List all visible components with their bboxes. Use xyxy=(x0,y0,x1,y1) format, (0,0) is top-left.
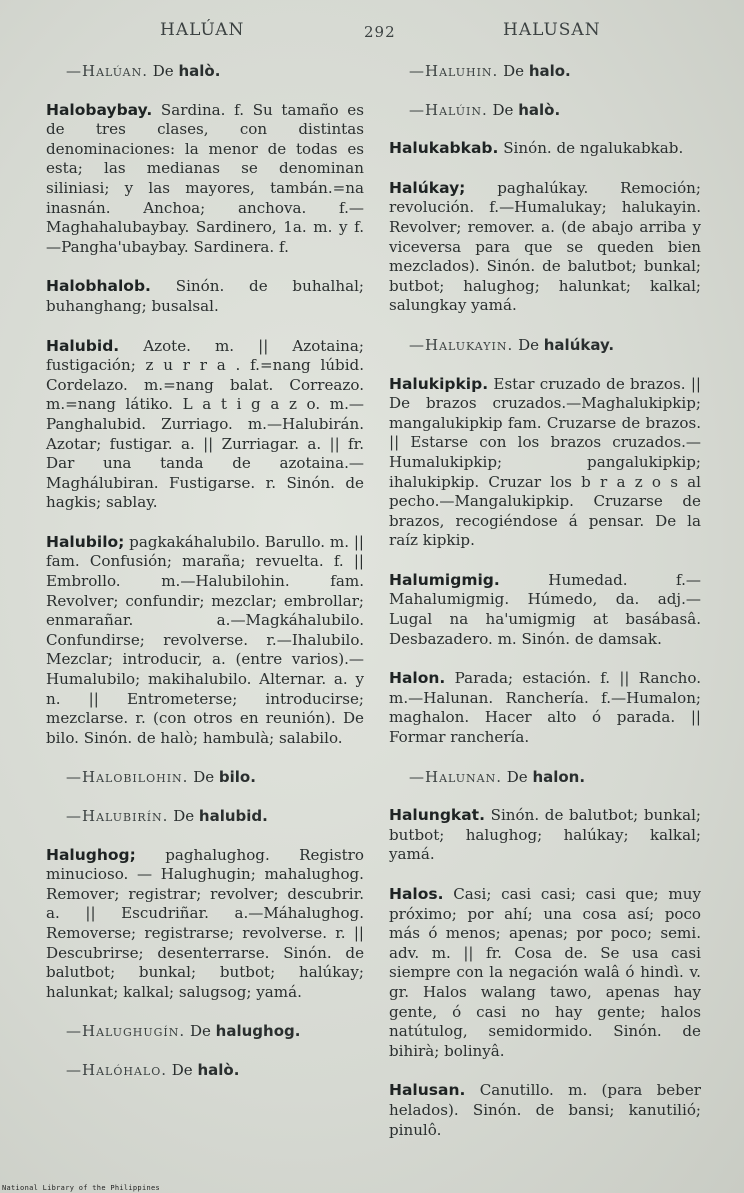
cross-reference xyxy=(389,101,701,121)
dictionary-entry xyxy=(46,277,364,316)
cross-reference xyxy=(46,62,364,82)
xref-text: De xyxy=(503,62,525,80)
headword: Halos. xyxy=(389,885,444,903)
definition: Sinón. de balutbot; bunkal; butbot; halughog; halúkay; kalkal; yamá. xyxy=(389,806,701,864)
dictionary-entry xyxy=(389,669,701,747)
xref-form: —Halunan. xyxy=(409,767,502,786)
xref-text: De xyxy=(189,1022,211,1041)
definition: Sardina. f. Su tamaño es de tres clases, con distintas denominaciones: la menor de todas es esta; las medianas se denominan siliniasi; y las mayores, tambán.=na inasnán. Anchoa; anchova. f.—Maghahalubaybay. Sardinero, 1a. m. y f.—Pangha'ubaybay. Sardinera. f. xyxy=(46,100,364,256)
xref-form: —Halubirín. xyxy=(66,807,169,825)
definition: paghalúkay. Remoción; revolución. f.—Humalukay; halukayin. Revolver; remover. a. (de abajo arriba y viceversa para que se queden bien mezclados). Sinón. de balutbot; bunkal; butbot; halughog; halunkat; kalkal; salungkay yamá. xyxy=(389,178,701,315)
right-column xyxy=(389,62,701,1160)
xref-text: De xyxy=(171,1060,193,1079)
definition: Sinón. de ngalukabkab. xyxy=(503,139,684,158)
xref-form: —Halúin. xyxy=(409,100,488,119)
xref-target: halo. xyxy=(528,62,571,80)
library-credit: National Library of the Philippines xyxy=(2,1184,161,1192)
cross-reference xyxy=(389,768,701,788)
xref-form: —Halughugín. xyxy=(66,1022,186,1041)
xref-text: De xyxy=(506,767,528,786)
headword: Halubilo; xyxy=(46,532,125,551)
dictionary-entry xyxy=(46,101,364,258)
running-head-left: HALÚAN xyxy=(160,20,245,40)
running-head-right: HALUSAN xyxy=(503,20,601,40)
definition: Humedad. f.—Mahalumigmig. Húmedo, da. adj.—Lugal na ha'umigmig at basábasâ. Desbazadero. m. Sinón. de damsak. xyxy=(389,570,701,648)
xref-target: halò. xyxy=(178,62,221,80)
dictionary-entry xyxy=(389,885,701,1061)
xref-target: halughog. xyxy=(215,1022,301,1041)
xref-target: halò. xyxy=(518,100,561,119)
xref-target: halúkay. xyxy=(543,335,615,354)
xref-target: halon. xyxy=(532,767,586,786)
dictionary-entry xyxy=(389,1081,701,1140)
dictionary-entry xyxy=(389,571,701,649)
headword: Halukabkab. xyxy=(389,139,499,158)
headword: Halumigmig. xyxy=(389,570,500,589)
cross-reference xyxy=(389,62,701,82)
definition: Canutillo. m. (para beber helados). Sinón. de bansi; kanutilió; pinulô. xyxy=(389,1081,701,1139)
headword: Halobaybay. xyxy=(46,100,153,119)
dictionary-entry xyxy=(389,806,701,865)
xref-form: —Halobilohin. xyxy=(66,768,189,787)
cross-reference xyxy=(46,1022,364,1042)
xref-text: De xyxy=(152,62,174,80)
headword: Halughog; xyxy=(46,845,136,864)
definition: Casi; casi casi; casi que; muy próximo; por ahí; una cosa así; poco más ó menos; apenas; por poco; semi. adv. m. || fr. Cosa de. Se usa casi siempre con la negación walâ ó hindì. v. gr. Halos walang tawo, apenas hay gente, ó casi no hay gente; halos natútulog, semidormido. Sinón. de bihirà; bolinyâ. xyxy=(389,885,701,1060)
definition: pagkakáhalubilo. Barullo. m. || fam. Confusión; maraña; revuelta. f. || Embrollo. m.—Halubilohin. fam. Revolver; confundir; mezclar; embrollar; enmarañar. a.—Magkáhalubilo. Confundirse; revolverse. r.—Ihalubilo. Mezclar; introducir, a. (entre varios).—Humalubilo; makihalubilo. Alternar. a. y n. || Entrometerse; introducirse; mezclarse. r. (con otros en reunión). De bilo. Sinón. de halò; hambulà; salabilo. xyxy=(46,532,364,747)
dictionary-entry xyxy=(389,139,701,159)
headword: Halukipkip. xyxy=(389,374,489,393)
definition: Parada; estación. f. || Rancho. m.—Halunan. Ranchería. f.—Humalon; maghalon. Hacer alto ó parada. || Formar ranchería. xyxy=(389,669,701,747)
dictionary-entry xyxy=(46,533,364,749)
headword: Halon. xyxy=(389,669,446,688)
xref-form: —Halukayin. xyxy=(409,335,514,354)
dictionary-entry xyxy=(389,179,701,316)
definition: Sinón. de buhalhal; buhanghang; busalsal. xyxy=(46,277,364,315)
xref-text: De xyxy=(518,335,539,354)
headword: Halungkat. xyxy=(389,806,485,825)
definition: Azote. m. || Azotaina; fustigación; z u r r a . f.=nang lúbid. Cordelazo. m.=nang balat. Correazo. m.=nang látiko. L a t i g a z o. m.—Panghalubid. Zurriago. m.—Halubirán. Azotar; fustigar. a. || Zurriagar. a. || fr. Dar una tanda de azotaina.—Maghálubiran. Fustigarse. r. Sinón. de hagkis; sablay. xyxy=(46,336,364,512)
dictionary-entry xyxy=(46,846,364,1003)
definition: paghalughog. Registro minucioso. — Halughugin; mahalughog. Remover; registrar; revolver; descubrir. a. || Escudriñar. a.—Máhalughog. Removerse; registrarse; revolverse. r. || Descubrirse; desenterrarse. Sinón. de balutbot; bunkal; butbot; halúkay; halunkat; kalkal; salugsog; yamá. xyxy=(46,845,364,1001)
page-number: 292 xyxy=(364,23,396,41)
dictionary-entry xyxy=(46,337,364,513)
headword: Halusan. xyxy=(389,1081,466,1100)
xref-text: De xyxy=(492,100,514,119)
xref-text: De xyxy=(193,768,215,787)
xref-form: —Halúan. xyxy=(66,62,148,80)
xref-form: —Haluhin. xyxy=(409,62,499,80)
cross-reference xyxy=(46,1061,364,1081)
cross-reference xyxy=(389,336,701,356)
xref-form: —Halóhalo. xyxy=(66,1060,167,1079)
headword: Halúkay; xyxy=(389,178,466,197)
xref-target: halò. xyxy=(197,1060,240,1079)
cross-reference xyxy=(46,768,364,788)
xref-target: bilo. xyxy=(218,768,256,787)
dictionary-entry xyxy=(389,375,701,551)
headword: Halobhalob. xyxy=(46,277,151,296)
xref-text: De xyxy=(173,807,195,825)
cross-reference xyxy=(46,807,364,827)
headword: Halubid. xyxy=(46,336,120,355)
left-column xyxy=(46,62,364,1100)
definition: Estar cruzado de brazos. || De brazos cruzados.—Maghalukipkip; mangalukipkip fam. Cruzarse de brazos. || Estarse con los brazos cruzados.—Humalukipkip; pangalukipkip; ihalukipkip. Cruzar los b r a z o s al pecho.—Mangalukipkip. Cruzarse de brazos, recogiéndose á pensar. De la raíz kipkip. xyxy=(389,374,701,550)
xref-target: halubid. xyxy=(198,807,268,825)
